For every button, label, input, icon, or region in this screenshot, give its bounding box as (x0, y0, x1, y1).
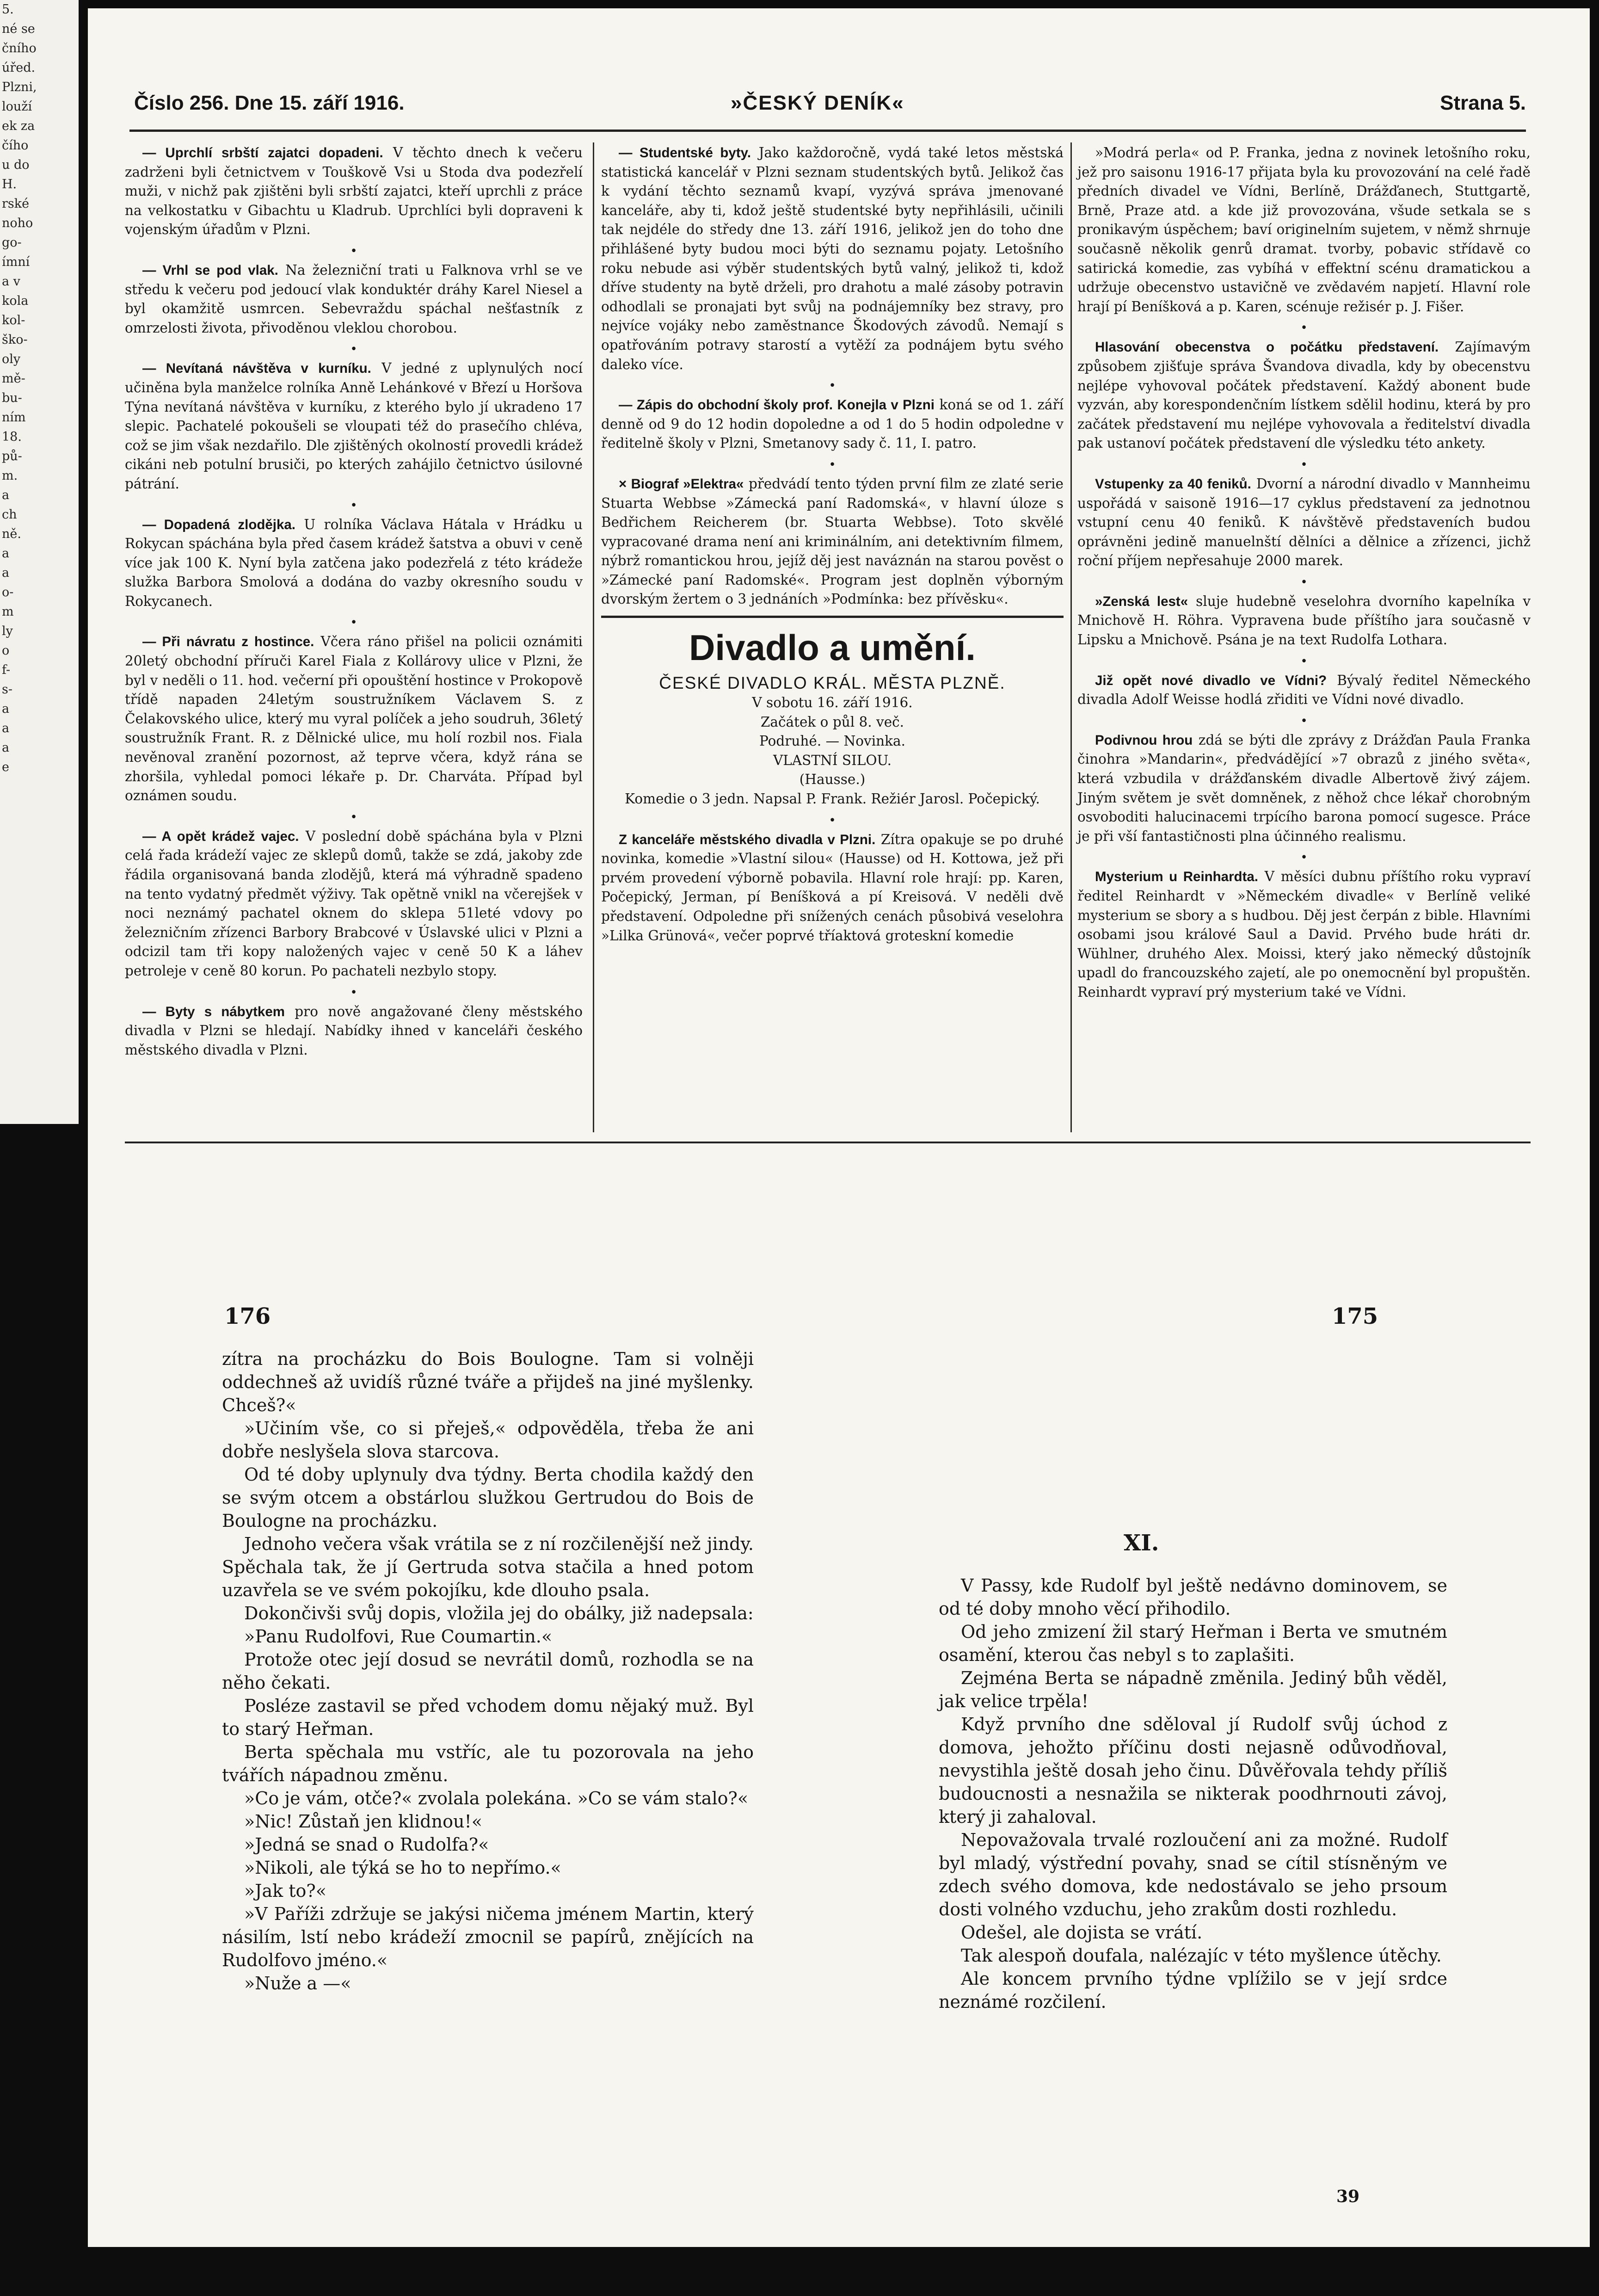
novel-paragraph: »Nikoli, ale týká se ho to nepřímo.« (244, 1858, 561, 1878)
performance-schedule (601, 693, 1064, 809)
news-item (601, 830, 1064, 946)
news-item-headline: × Biograf »Elektra« (619, 476, 744, 492)
news-item-text (125, 827, 583, 981)
novel-paragraph: Berta spěchala mu vstříc, ale tu pozorovala na jeho tvářích nápadnou změnu. (222, 1742, 754, 1785)
news-item-body: Zítra opakuje se po druhé novinka, komedie »Vlastní silou« (Hausse) od H. Kottowa, jež při prvém provedení výborně pobavila. Hlavní role hrají: pp. Karen, Počepický, Jerman, pí Beníšková a pí Kreisová. V neděli dvě představení. Odpoledne při snížených cenách působivá veselohra »Lilka Grünová«, večer poprvé tříaktová groteskní komedie (601, 831, 1064, 944)
news-item-body: Bývalý ředitel Německého divadla Adolf Weisse hodlá zřiditi ve Vídni nové divadlo. (1077, 672, 1531, 708)
news-item-headline: »Zenská lest« (1095, 593, 1188, 609)
news-item-text (601, 830, 1064, 946)
news-item-headline: — A opět krádež vajec. (142, 828, 299, 844)
margin-fragment: kol- (2, 313, 25, 327)
news-item (601, 143, 1064, 374)
margin-fragment: né se (2, 22, 35, 36)
margin-fragment: rské (2, 197, 30, 211)
margin-fragment: a (2, 546, 10, 561)
separator-dot: • (1300, 654, 1308, 668)
novel-paragraph: »V Paříži zdržuje se jakýsi ničema jménem Martin, který násilím, lstí nebo krádeží zmocnil se papírů, znějících na Rudolfovo jméno.« (222, 1904, 754, 1970)
novel-paragraph: »Jedná se snad o Rudolfa?« (244, 1834, 489, 1855)
news-item-headline: Již opět nové divadlo ve Vídni? (1095, 673, 1327, 688)
novel-paragraph: V Passy, kde Rudolf byl ještě nedávno dominovem, se od té doby mnoho věcí přihodilo. (939, 1575, 1447, 1619)
margin-fragment: f- (2, 663, 11, 677)
news-item-text (1077, 671, 1531, 710)
margin-fragment: ly (2, 624, 13, 638)
news-item-text (125, 632, 583, 805)
margin-fragment: go- (2, 235, 22, 250)
schedule-line: VLASTNÍ SILOU. (773, 752, 892, 768)
margin-fragment: o (2, 643, 10, 658)
news-item (125, 515, 583, 611)
news-item-headline: Vstupenky za 40 feniků. (1095, 476, 1251, 492)
news-item-text (1077, 338, 1531, 453)
news-item-text (1077, 867, 1531, 1002)
news-item (125, 359, 583, 494)
margin-fragment: a (2, 488, 10, 502)
news-item-text (601, 475, 1064, 609)
separator-dot: • (829, 379, 836, 393)
column-1 (125, 143, 583, 1063)
news-item-headline: — Při návratu z hostince. (142, 634, 314, 650)
news-item (1077, 867, 1531, 1002)
news-item-text (1077, 143, 1531, 316)
news-item-body: V poslední době spáchána byla v Plzni celá řada krádeží vajec ze sklepů domů, takže se zdá, jakoby zde řádila organisovaná banda zlodějů, která má výhradně spadeno na tento vydatný předmět výživy. Tak opětně vnikl na včerejšek v noci neznámý pachatel oknem do sklepa 51leté vdovy po železničním zřízenci Barbory Brabcové v Úslavské ulici v Plzni a odcizil tam tři kopy naložených vajec v ceně 50 K a láhev petroleje v ceně 80 korun. Po pachateli nezbylo stopy. (125, 828, 583, 979)
news-item (1077, 475, 1531, 571)
margin-fragment: ímní (2, 255, 30, 269)
margin-fragment: a (2, 741, 10, 755)
column-divider (593, 142, 594, 1132)
news-item (1077, 671, 1531, 710)
news-item-text (1077, 731, 1531, 846)
news-item (125, 827, 583, 981)
news-item-headline: — Dopadená zlodějka. (142, 517, 296, 532)
margin-fragment: ek za (2, 119, 35, 133)
margin-fragment: ním (2, 410, 26, 425)
novel-right-column (939, 1574, 1447, 2013)
margin-fragment: čního (2, 41, 37, 56)
novel-paragraph: Ale koncem prvního týdne vplížilo se v její srdce neznámé rozčilení. (939, 1969, 1447, 2012)
news-item-headline: — Uprchlí srbští zajatci dopadeni. (142, 145, 383, 160)
margin-fragment: čího (2, 138, 29, 153)
separator-dot: • (1300, 321, 1308, 335)
news-item (1077, 143, 1531, 316)
news-item-headline: — Zápis do obchodní školy prof. Konejla v Plzni (619, 397, 935, 413)
margin-fragment: a (2, 721, 10, 735)
novel-paragraph: Posléze zastavil se před vchodem domu nějaký muž. Byl to starý Heřman. (222, 1696, 754, 1739)
margin-fragment: Plzni, (2, 80, 37, 94)
novel-paragraph: »Učiním vše, co si přeješ,« odpověděla, třeba že ani dobře neslyšela slova starcova. (222, 1418, 754, 1462)
newspaper-page (88, 8, 1590, 2247)
news-item (601, 475, 1064, 609)
novel-paragraph: Od té doby uplynuly dva týdny. Berta chodila každý den se svým otcem a obstárlou služkou Gertrudou do Bois de Boulogne na procházku. (222, 1464, 754, 1531)
margin-fragment: kola (2, 294, 29, 308)
news-item-headline: Mysterium u Reinhardta. (1095, 869, 1259, 885)
news-item-headline: — Studentské byty. (619, 145, 751, 160)
signature-mark: 39 (1336, 2187, 1360, 2206)
schedule-line: V sobotu 16. září 1916. (752, 695, 913, 711)
news-item (1077, 731, 1531, 846)
news-item (601, 395, 1064, 453)
section-rule (125, 1142, 1531, 1143)
margin-fragment: pů- (2, 449, 22, 463)
novel-paragraph: Když prvního dne sděloval jí Rudolf svůj úchod z domova, jehožto příčinu dosti nejasně odůvodňoval, nevystihla ještě dosah jeho činu. Důvěřovala tehdy příliš budoucnosti a nesnažila se nikterak poodhrnouti závoj, který ji zahaloval. (939, 1714, 1447, 1827)
news-item-body: V měsíci dubnu příštího roku vypraví ředitel Reinhardt v »Německém divadle« v Berlíně veliké mysterium se sbory a s hudbou. Děj jest čerpán z bible. Hlavními osobami jsou králové Saul a David. Prvého bude hráti dr. Wühlner, druhého Alex. Moissi, který jako německý důstojník upadl do francouzského zajetí, ale po onemocnění byl propuštěn. Reinhardt vypraví prý mysterium také ve Vídni. (1077, 869, 1531, 1000)
schedule-line: (Hausse.) (799, 772, 866, 788)
section-title: Divadlo a umění. (601, 616, 1064, 670)
news-item-headline: — Nevítaná návštěva v kurníku. (142, 361, 371, 376)
header-rule (129, 130, 1526, 132)
separator-dot: • (350, 342, 357, 357)
margin-fragment: ch (2, 507, 17, 522)
column-divider (1070, 142, 1072, 1132)
novel-paragraph: Nepovažovala trvalé rozloučení ani za možné. Rudolf byl mladý, výstřední povahy, snad se cítil stísněným ve zdech svého domova, kde nedostávalo se jeho prsoum dosti volného vzduchu, jeho zrakům dosti rozhledu. (939, 1830, 1447, 1920)
news-item (125, 261, 583, 338)
novel-paragraph: Tak alespoň doufala, nalézajíc v této myšlence útěchy. (961, 1945, 1442, 1966)
margin-fragment: a (2, 702, 10, 716)
news-item-body: Na železniční trati u Falknova vrhl se ve středu k večeru pod jedoucí vlak konduktér dráhy Karel Niesel a byl okamžitě usmrcen. Sebevraždu spáchal nešťastník z omrzelosti života, přivoděnou vleklou chorobou. (125, 262, 583, 336)
news-item-text (125, 515, 583, 611)
margin-fragment: s- (2, 682, 12, 697)
issue-number: Číslo 256. Dne 15. září 1916. (134, 92, 405, 114)
news-item-body: Zajímavým způsobem zjišťuje správa Švandova divadla, kdy by obecenstvu nejlépe vyhovoval počátek představení. Každý abonent bude vyzván, aby korespondenčním lístkem sdělil hodinu, která by pro začátek představení mu nejlépe vyhovovala a ředitelství divadla pak ustanoví počátek představení dle výsledku této ankety. (1077, 339, 1531, 451)
novel-left-column (222, 1347, 754, 1995)
news-item-text (125, 261, 583, 338)
schedule-line: Podruhé. — Novinka. (759, 733, 905, 749)
news-item-text (125, 1002, 583, 1060)
news-item-body: koná se od 1. září denně od 9 do 12 hodin dopoledne a od 1 do 5 hodin odpoledne v ředitelně školy v Plzni, Smetanovy sady č. 11, I. patro. (601, 397, 1064, 451)
separator-dot: • (350, 244, 357, 258)
margin-fragment: ně. (2, 527, 21, 541)
separator-dot: • (829, 457, 836, 472)
news-item-text (125, 359, 583, 494)
novel-paragraph: Odešel, ale dojista se vrátí. (961, 1922, 1203, 1943)
news-item (125, 632, 583, 805)
novel-paragraph: »Panu Rudolfovi, Rue Coumartin.« (244, 1626, 553, 1647)
novel-paragraph: »Jak to?« (244, 1881, 327, 1901)
news-item-body: předvádí tento týden první film ze zlaté serie Stuarta Webbse »Zámecká paní Radomská«, v hlavní úloze s Bedřichem Reicherem (br. Stuarta Webbse). Toto skvělé vypracované drama není ani kriminálním, ani detektivním filmem, nýbrž romantickou hrou, jejíž děj jest naváznán na starou pověst o »Zámecké paní Radomské«. Program jest doplněn výborným dvorským žertem o 3 jednáních »Podmínka: bez přívěsku«. (601, 475, 1064, 607)
news-item-text (125, 143, 583, 240)
separator-dot: • (350, 810, 357, 824)
margin-fragment: H. (2, 177, 17, 191)
news-item (125, 143, 583, 240)
news-item-headline: Hlasování obecenstva o počátku představení. (1095, 339, 1439, 355)
novel-paragraph: Protože otec její dosud se nevrátil domů, rozhodla se na něho čekati. (222, 1649, 754, 1693)
masthead-title: »ČESKÝ DENÍK« (731, 92, 904, 114)
novel-paragraph: »Nic! Zůstaň jen klidnou!« (244, 1811, 482, 1832)
news-item-text (601, 143, 1064, 374)
margin-fragment: bu- (2, 391, 22, 405)
separator-dot: • (1300, 851, 1308, 865)
news-item-body: V těchto dnech k večeru zadrženi byli četnictvem v Touškově Vsi u Stoda dva podezřelí muži, v nichž pak zjištěni byli srbští zajatci, kteří uprchli z práce na velkostatku v Gibachtu u Kladrub. Uprchlíci byli dopraveni k vojenským úřadům v Plzni. (125, 145, 583, 238)
schedule-line: Komedie o 3 jedn. Napsal P. Frank. Režiér Jarosl. Počepický. (625, 791, 1040, 807)
margin-fragment: a (2, 566, 10, 580)
column-3 (1077, 143, 1531, 1006)
margin-fragment: 5. (2, 2, 14, 17)
news-item (1077, 338, 1531, 453)
margin-fragment: mě- (2, 371, 25, 386)
separator-dot: • (350, 985, 357, 1000)
separator-dot: • (1300, 575, 1308, 589)
novel-paragraph: Jednoho večera však vrátila se z ní rozčilenější než jindy. Spěchala tak, že jí Gertruda sotva stačila a hned potom uzavřela se ve svém pokojíku, kde dlouho psala. (222, 1534, 754, 1600)
margin-fragment: ško- (2, 333, 28, 347)
margin-fragment: m (2, 605, 14, 619)
margin-fragment: o- (2, 585, 14, 599)
margin-fragment: noho (2, 216, 33, 230)
margin-fragment: m. (2, 469, 18, 483)
news-item-text (1077, 592, 1531, 650)
margin-fragment: a v (2, 274, 20, 289)
news-item-headline: — Byty s nábytkem (142, 1004, 285, 1019)
novel-paragraph: Od jeho zmizení žil starý Heřman i Berta ve smutném osamění, kterou čas nebyl s to zaplašiti. (939, 1622, 1447, 1665)
separator-dot: • (1300, 714, 1308, 728)
margin-fragment: 18. (2, 430, 22, 444)
news-item-headline: Podivnou hrou (1095, 732, 1193, 748)
novel-paragraph: zítra na procházku do Bois Boulogne. Tam si volněji oddechneš až uvidíš různé tváře a přijdeš na jiné myšlenky. Chceš?« (222, 1349, 754, 1415)
news-item-body: V jedné z uplynulých nocí učiněna byla manželce rolníka Anně Lehánkové v Březí u Horšova Týna nevítaná návštěva v kurníku, z kterého bylo jí ukradeno 17 slepic. Pachatelé pokoušeli se vloupati též do prasečího chléva, což se jim však nezdařilo. Dle zjištěných okolností provedli krádež cikáni neb potulní brusiči, po kterých zahájilo četnictvo úsilovné pátrání. (125, 360, 583, 492)
margin-fragment: louží (2, 99, 32, 114)
news-item-body: »Modrá perla« od P. Franka, jedna z novinek letošního roku, jež pro saisonu 1916-17 přijata byla ku provozování na celé řadě předních divadel ve Vídni, Berlíně, Drážďanech, Stuttgartě, Brně, Praze atd. a kde již provozována, všude setkala se s pronikavým úspěchem; baví originelním sujetem, v němž shrnuje současně několik genrů dramat. tvorby, pobavic střídavě co satirická komedie, zas vybíhá v effektní scénu dramatickou a udržuje obecenstvo ustavičně ve zvědavém napjetí. Hlavní role hrají pí Beníšková a p. Karen, scénuje režisér p. J. Fišer. (1077, 145, 1531, 315)
separator-dot: • (350, 498, 357, 512)
schedule-line: Začátek o půl 8. več. (760, 714, 904, 730)
news-item-body: U rolníka Václava Hátala v Hrádku u Rokycan spáchána byla před časem krádež šatstva a obuvi v ceně více jak 100 K. Nyní byla zatčena jako podezřelá z této krádeže služka Barbora Smolová a dodána do vazby okresního soudu v Rokycanech. (125, 516, 583, 609)
news-item-body: Jako každoročně, vydá také letos městská statistická kancelář v Plzni seznam studentských bytů. Jelikož čas k vydání těchto seznamů kvapí, vyzývá správa jmenované kanceláře, aby ti, kdož ještě studentské byty nepřihlásili, učinili tak nejdéle do středy dne 13. září 1916, jelikož jen do toho dne přihlášené byty budou moci býti do seznamu pojaty. Letošního roku nebude asi výběr studentských bytů valný, jelikož ti, kdož dříve studenty na bytě drželi, pro drahotu a malé zásoby potravin odhodlali se pronajati byt svůj na podnájemníky bez stravy, pro nejvíce vojáky nebo zaměstnance Škodových závodů. Nemají s opatřováním potravy starostí a vytěží za podnájem bytu svého daleko více. (601, 145, 1064, 372)
page-number: Strana 5. (1440, 92, 1526, 114)
chapter-heading: XI. (1124, 1530, 1159, 1556)
adjacent-page-strip (0, 0, 79, 1124)
news-item-text (601, 395, 1064, 453)
news-item-body: zdá se býti dle zprávy z Drážďan Paula Franka činohra »Mandarin«, předvádějící »7 obrazů z jiného světa«, která vzbudila v drážďanském divadle Albertově živý zájem. Jiným světem je svět domněnek, z něhož chce lékař chorobným osvoboditi halucinacemi trpícího barona pomocí sugesce. Práce je při vší fantastičnosti plna účinného realismu. (1077, 732, 1531, 844)
novel-paragraph: »Nuže a —« (244, 1973, 351, 1994)
margin-fragment: úřed. (2, 61, 36, 75)
news-item (1077, 592, 1531, 650)
novel-page-number-right: 175 (1332, 1303, 1378, 1329)
news-item-body: Dvorní a národní divadlo v Mannheimu uspořádá v saisoně 1916—17 cyklus představení za jednotnou vstupní cenu 40 feniků. K návštěvě představeních budou oprávněni jedině manuelnští dělníci a dělnice a zřízenci, jichž roční příjem nepřesahuje 2000 marek. (1077, 475, 1531, 569)
column-2 (601, 143, 1064, 949)
news-item-headline: Z kanceláře městského divadla v Plzni. (619, 832, 876, 847)
news-item-headline: — Vrhl se pod vlak. (142, 262, 278, 278)
news-item (125, 1002, 583, 1060)
separator-dot: • (1300, 457, 1308, 472)
novel-paragraph: »Co je vám, otče?« zvolala polekána. »Co se vám stalo?« (244, 1788, 749, 1808)
novel-paragraph: Zejména Berta se nápadně změnila. Jediný bůh věděl, jak velice trpěla! (939, 1668, 1447, 1711)
margin-fragment: e (2, 760, 9, 774)
margin-fragment: u do (2, 158, 30, 172)
novel-paragraph: Dokončivši svůj dopis, vložila jej do obálky, již nadepsala: (244, 1603, 754, 1623)
separator-dot: • (829, 813, 836, 827)
news-item-body: sluje hudebně veselohra dvorního kapelníka v Mnichově H. Röhra. Vypravena bude příštího jara současně v Lipsku a Mnichově. Psána je na text Rudolfa Lothara. (1077, 593, 1531, 648)
margin-fragment: oly (2, 352, 21, 366)
page-header (134, 92, 1526, 124)
separator-dot: • (350, 616, 357, 630)
news-item-text (1077, 475, 1531, 571)
novel-page-number-left: 176 (224, 1303, 271, 1329)
news-item-body: Včera ráno přišel na policii oznámiti 20letý obchodní příruči Karel Fiala z Kollárovy ulice v Plzni, že byl v neděli o 11. hod. večerní při opouštění hostince v Prokopově třídě napaden 24letým soustružníkem Václavem S. z Čelakovského ulice, který mu vyral políček a jeho soudruh, 36letý soustružník Frant. R. z Dělnické ulice, mu holí rozbil nos. Fiala nevěnoval zranění pozornost, až teprve včera, když rána se zhoršila, vyhledal pomoci lékaře p. Dr. Charváta. Případ byl oznámen soudu. (125, 634, 583, 804)
theatre-heading: ČESKÉ DIVADLO KRÁL. MĚSTA PLZNĚ. (659, 673, 1006, 693)
news-item-body: pro nově angažované členy městského divadla v Plzni se hledají. Nabídky ihned v kanceláři českého městského divadla v Plzni. (125, 1003, 583, 1058)
